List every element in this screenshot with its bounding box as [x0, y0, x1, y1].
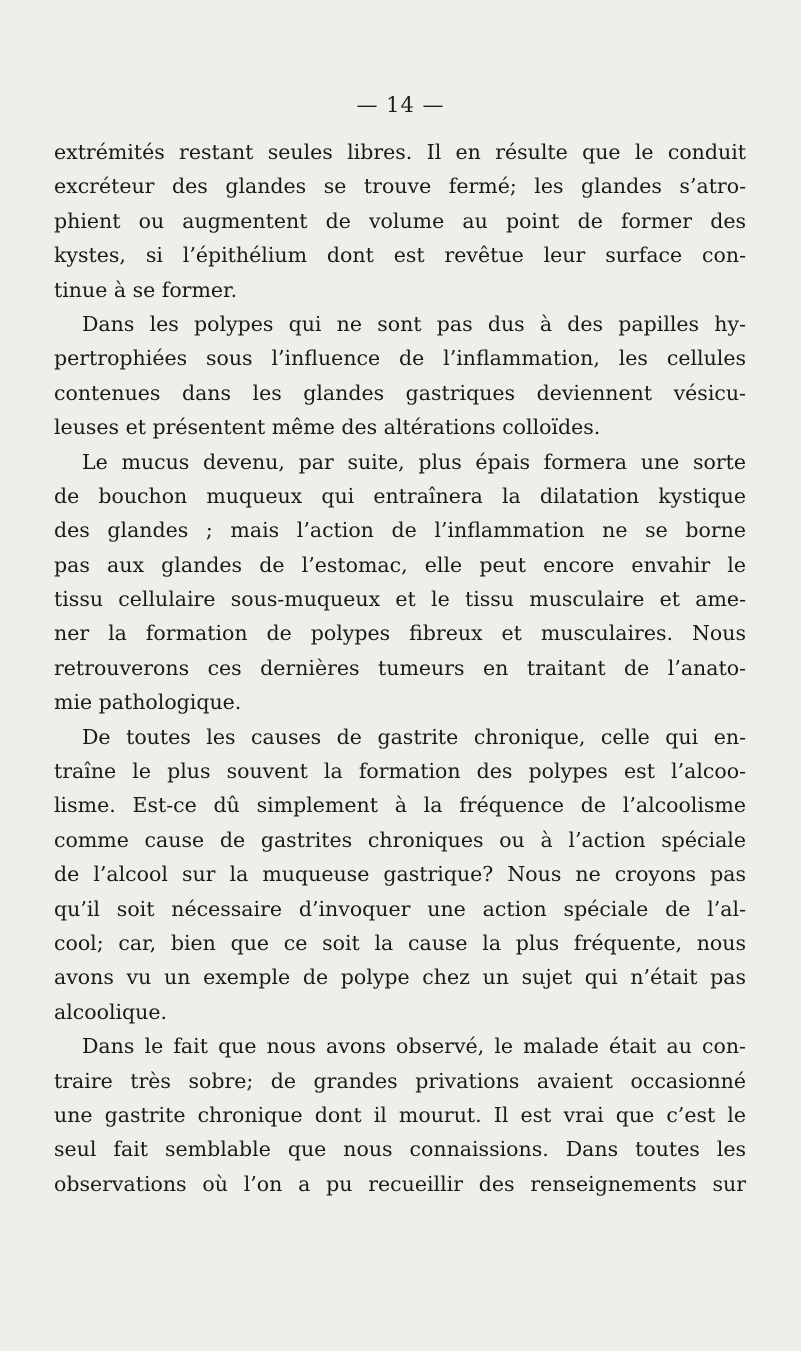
page-number: — 14 — [356, 93, 445, 117]
text-line: une gastrite chronique dont il mourut. Il est vrai que c’est le [54, 1102, 746, 1127]
text-line: pertrophiées sous l’influence de l’inflammation, les cellules [54, 346, 746, 371]
text-line: retrouverons ces dernières tumeurs en traitant de l’anato- [54, 655, 746, 680]
text-line: leuses et présentent même des altérations colloïdes. [54, 415, 601, 440]
text-line: mie pathologique. [54, 690, 242, 715]
text-line: kystes, si l’épithélium dont est revêtue leur surface con- [54, 243, 746, 268]
text-line: traîne le plus souvent la formation des polypes est l’alcoo- [54, 759, 746, 784]
text-line: Dans le fait que nous avons observé, le malade était au con- [82, 1034, 746, 1059]
text-line: traire très sobre; de grandes privations avaient occasionné [54, 1068, 746, 1093]
text-line: ner la formation de polypes fibreux et musculaires. Nous [54, 621, 746, 646]
text-line: excréteur des glandes se trouve fermé; les glandes s’atro- [54, 174, 746, 199]
text-line: des glandes ; mais l’action de l’inflammation ne se borne [54, 518, 746, 543]
text-line: Dans les polypes qui ne sont pas dus à des papilles hy- [82, 311, 746, 336]
text-line: de l’alcool sur la muqueuse gastrique? Nous ne croyons pas [54, 862, 746, 887]
text-line: De toutes les causes de gastrite chronique, celle qui en- [82, 724, 746, 749]
text-line: Le mucus devenu, par suite, plus épais formera une sorte [82, 449, 746, 474]
text-line: tinue à se former. [54, 277, 238, 302]
text-line: avons vu un exemple de polype chez un sujet qui n’était pas [54, 965, 746, 990]
text-line: tissu cellulaire sous-muqueux et le tissu musculaire et ame- [54, 587, 746, 612]
text-line: observations où l’on a pu recueillir des renseignements sur [54, 1171, 746, 1196]
text-line: de bouchon muqueux qui entraînera la dilatation kystique [54, 483, 746, 508]
text-line: alcoolique. [54, 999, 168, 1024]
text-line: contenues dans les glandes gastriques deviennent vésicu- [54, 380, 746, 405]
text-line: phient ou augmentent de volume au point de former des [54, 208, 746, 233]
text-line: pas aux glandes de l’estomac, elle peut encore envahir le [54, 552, 746, 577]
text-line: comme cause de gastrites chroniques ou à l’action spéciale [54, 827, 746, 852]
text-line: qu’il soit nécessaire d’invoquer une action spéciale de l’al- [54, 896, 746, 921]
text-line: seul fait semblable que nous connaissions. Dans toutes les [54, 1137, 746, 1162]
text-line: lisme. Est-ce dû simplement à la fréquence de l’alcoolisme [54, 793, 746, 818]
text-line: extrémités restant seules libres. Il en résulte que le conduit [54, 140, 746, 164]
body-text [54, 135, 746, 1201]
text-line: cool; car, bien que ce soit la cause la plus fréquente, nous [54, 930, 746, 955]
